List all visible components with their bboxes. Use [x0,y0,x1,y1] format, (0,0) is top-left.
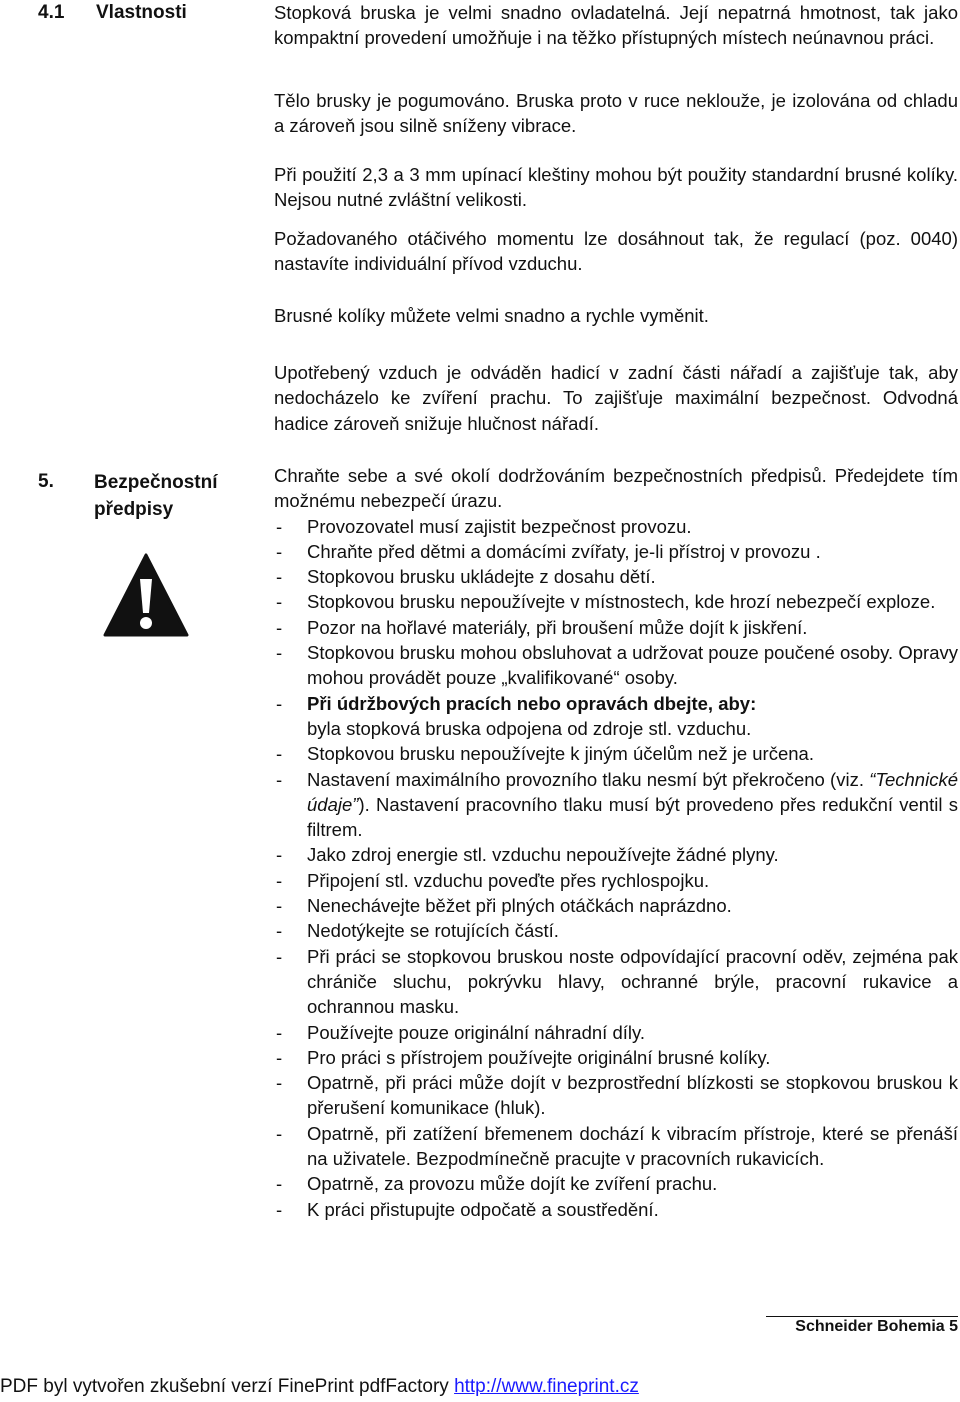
list-item: - Používejte pouze originální náhradní díly. [274,1020,958,1045]
paragraph: Požadovaného otáčivého momentu lze dosáhnout tak, že regulací (poz. 0040) nastavíte individuální přívod vzduchu. [274,228,958,275]
warning-triangle-icon [103,553,189,637]
list-item: - Pro práci s přístrojem používejte originální brusné kolíky. [274,1045,958,1070]
safety-section [274,463,958,1222]
list-item [274,691,958,742]
paragraph: Při použití 2,3 a 3 mm upínací kleštiny mohou být použity standardní brusné kolíky. Nejsou nutné zvláštní velikosti. [274,164,958,211]
list-item: - Chraňte před dětmi a domácími zvířaty, je-li přístroj v provozu . [274,539,958,564]
list-item-reference: “Technické údaje” [307,768,958,815]
list-item-text: Nastavení maximálního provozního tlaku nesmí být překročeno (viz. [307,768,870,790]
list-item: - Stopkovou brusku nepoužívejte k jiným účelům než je určena. [274,741,958,766]
section-number: 5. [38,471,54,492]
safety-list [274,514,958,1222]
section-title [94,469,218,523]
list-item: - Stopkovou brusku ukládejte z dosahu dětí. [274,564,958,589]
list-item-text: byla stopková bruska odpojena od zdroje stl. vzduchu. [307,717,752,739]
list-item: - Připojení stl. vzduchu poveďte přes rychlospojku. [274,868,958,893]
section-title-line: předpisy [94,499,174,520]
list-item: - Pozor na hořlavé materiály, při broušení může dojít k jiskření. [274,615,958,640]
list-item: - Při práci se stopkovou bruskou noste odpovídající pracovní oděv, zejména pak chrániče sluchu, pokrývku hlavy, ochranné brýle, pracovní rukavice a ochrannou masku. [274,944,958,1020]
footer-divider [766,1316,958,1317]
list-item: - Opatrně, za provozu může dojít ke zvíření prachu. [274,1171,958,1196]
pdf-creator-note [0,1374,639,1399]
list-item [274,767,958,843]
paragraph: Tělo brusky je pogumováno. Bruska proto v ruce neklouže, je izolována od chladu a zároveň jsou silně sníženy vibrace. [274,90,958,137]
list-item: - Stopkovou brusku mohou obsluhovat a udržovat pouze poučené osoby. Opravy mohou provádět pouze „kvalifikované“ osoby. [274,640,958,691]
paragraph: Brusné kolíky můžete velmi snadno a rychle vyměnit. [274,305,709,326]
pdf-note-text: PDF byl vytvořen zkušební verzí FinePrint pdfFactory [0,1376,449,1397]
section-title-line: Bezpečnostní [94,472,218,493]
paragraph: Stopková bruska je velmi snadno ovladatelná. Její nepatrná hmotnost, tak jako kompaktní provedení umožňuje i na těžko přístupných místech neúnavnou práci. [274,2,958,49]
list-item: - Stopkovou brusku nepoužívejte v místnostech, kde hrozí nebezpečí exploze. [274,589,958,614]
safety-intro: Chraňte sebe a své okolí dodržováním bezpečnostních předpisů. Předejdete tím možnému nebezpečí úrazu. [274,465,958,512]
list-item: - Opatrně, při práci může dojít v bezprostřední blízkosti se stopkovou bruskou k přerušení komunikace (hluk). [274,1070,958,1121]
fineprint-link[interactable]: http://www.fineprint.cz [454,1376,639,1397]
list-item: - K práci přistupujte odpočatě a soustředění. [274,1197,958,1222]
list-item: - Nedotýkejte se rotujících částí. [274,918,958,943]
page-footer-label: Schneider Bohemia 5 [795,1318,958,1335]
list-item: - Nenechávejte běžet při plných otáčkách naprázdno. [274,893,958,918]
list-item-bold: - Při údržbových pracích nebo opravách dbejte, aby: [307,692,757,714]
list-item-text: ). Nastavení pracovního tlaku musí být provedeno přes redukční ventil s filtrem. [307,793,958,841]
paragraph: Upotřebený vzduch je odváděn hadicí v zadní části nářadí a zajišťuje tak, aby nedocházelo ke zvíření prachu. To zajišťuje maximální bezpečnost. Odvodná hadice zároveň snižuje hlučnost nářadí. [274,362,958,434]
list-item: - Jako zdroj energie stl. vzduchu nepoužívejte žádné plyny. [274,842,958,867]
list-item: - Provozovatel musí zajistit bezpečnost provozu. [274,514,958,539]
section-title: Vlastnosti [96,2,187,23]
section-number: 4.1 [38,2,65,23]
list-item: - Opatrně, při zatížení břemenem dochází k vibracím přístroje, které se přenáší na uživatele. Bezpodmínečně pracujte v pracovních rukavicích. [274,1121,958,1172]
